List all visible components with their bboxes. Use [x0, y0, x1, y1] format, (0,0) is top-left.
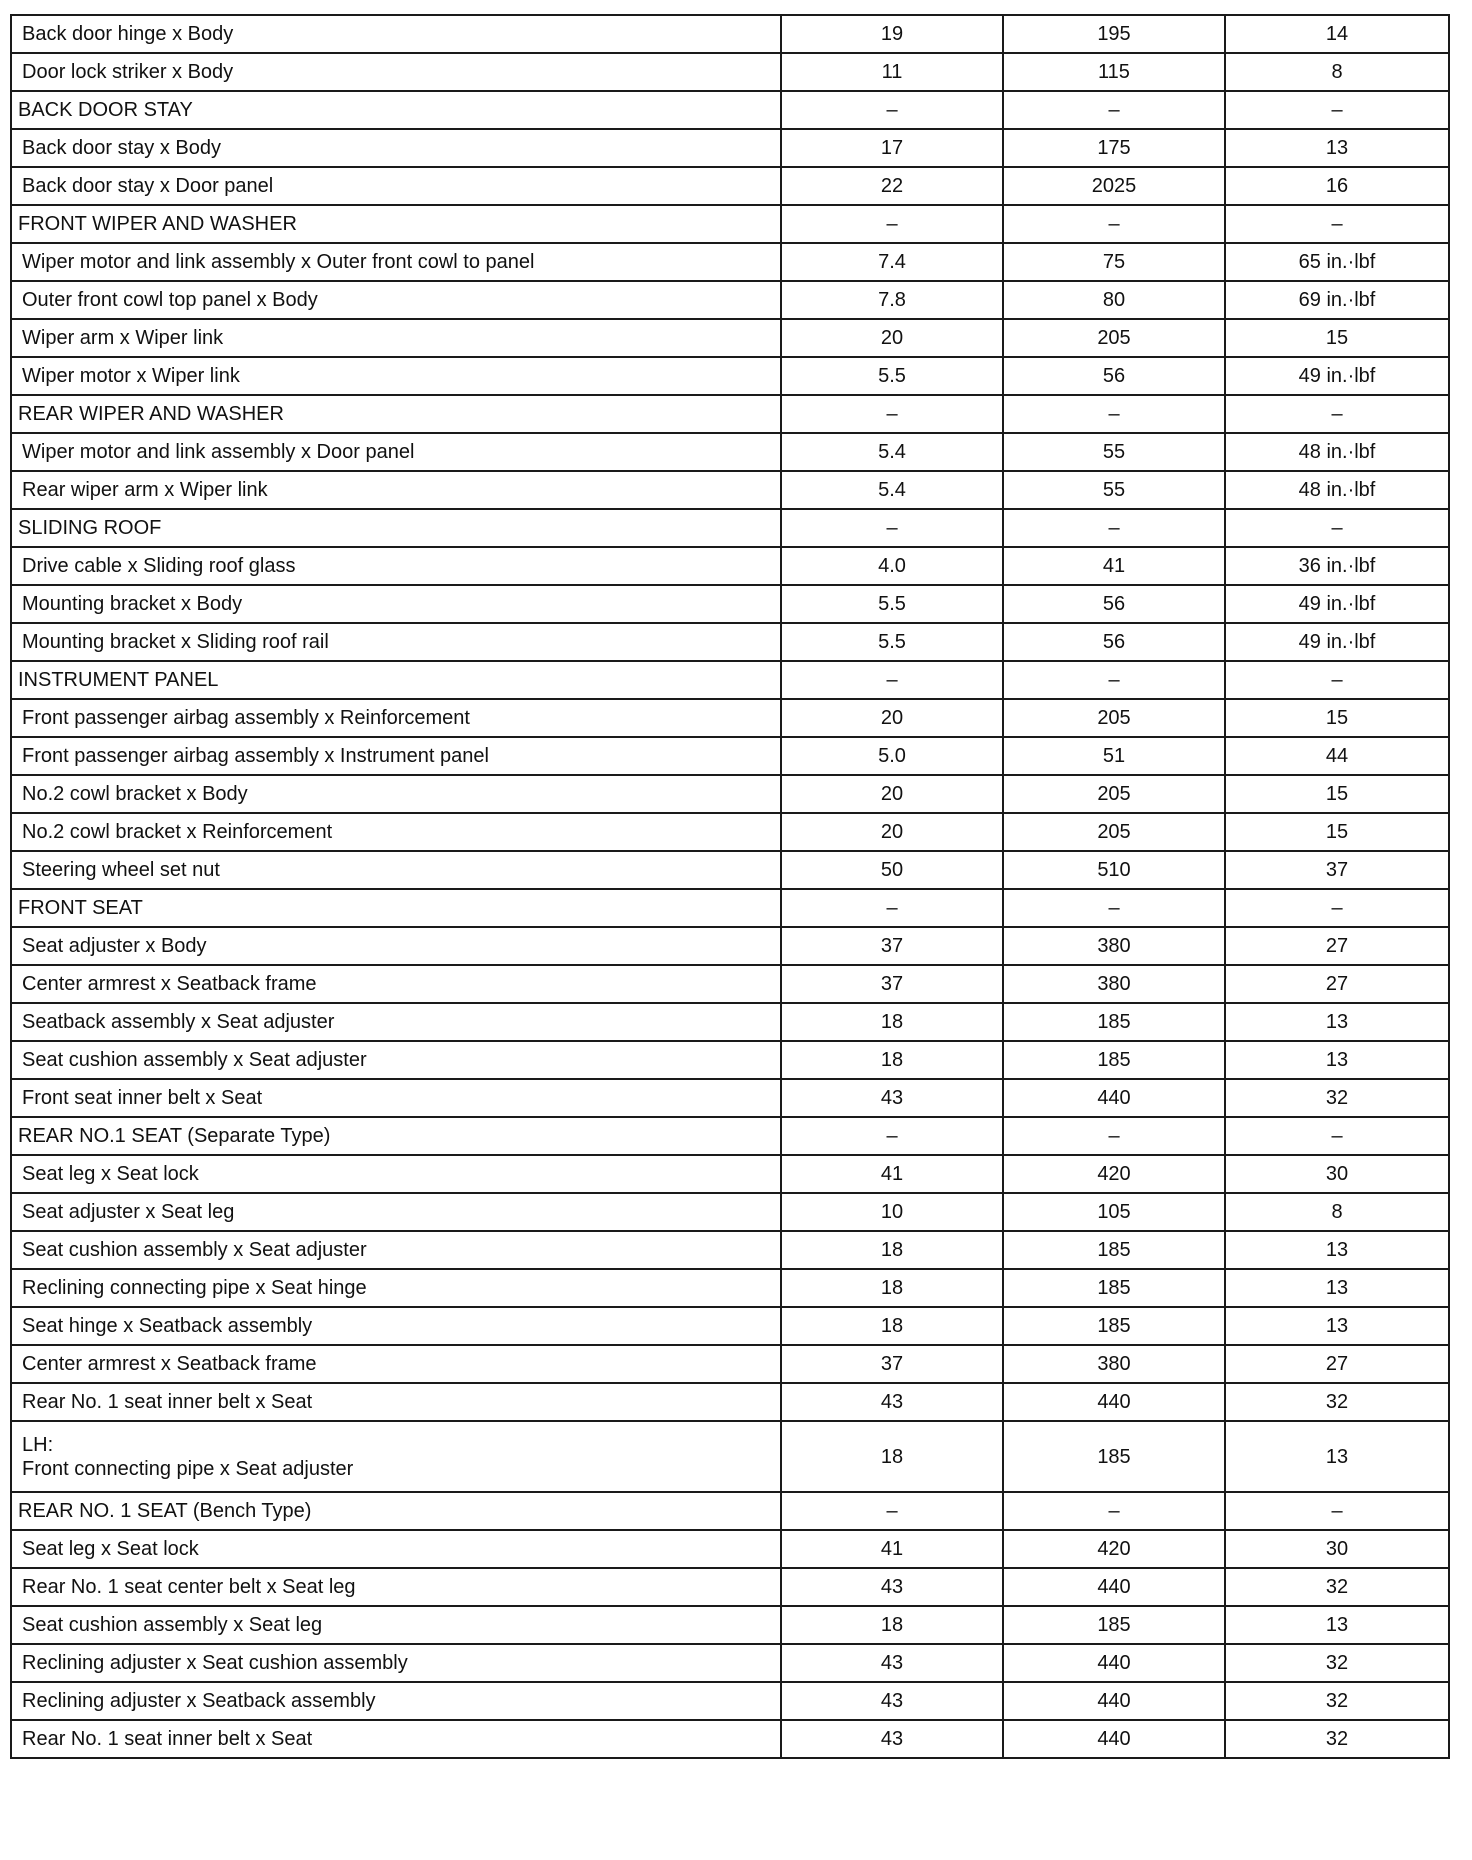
item-text: Center armrest x Seatback frame	[22, 973, 317, 995]
item-text: No.2 cowl bracket x Body	[22, 783, 248, 805]
item-cell	[11, 1041, 781, 1079]
torque-ftlbf-cell: 13	[1225, 1041, 1449, 1079]
torque-ftlbf-cell: 15	[1225, 699, 1449, 737]
item-text: Seat cushion assembly x Seat adjuster	[22, 1239, 367, 1261]
torque-ftlbf-cell: –	[1225, 509, 1449, 547]
torque-kgfcm-cell: 440	[1003, 1682, 1225, 1720]
item-text: Seat cushion assembly x Seat adjuster	[22, 1049, 367, 1071]
torque-kgfcm-cell: 380	[1003, 1345, 1225, 1383]
torque-ftlbf-cell: 32	[1225, 1079, 1449, 1117]
item-text: SLIDING ROOF	[18, 517, 162, 539]
torque-kgfcm-cell: 41	[1003, 547, 1225, 585]
torque-nm-cell: 20	[781, 319, 1003, 357]
torque-ftlbf-cell: –	[1225, 889, 1449, 927]
item-text: Mounting bracket x Body	[22, 593, 243, 615]
item-text: Reclining connecting pipe x Seat hinge	[22, 1277, 367, 1299]
item-cell	[11, 319, 781, 357]
item-text: REAR NO. 1 SEAT (Bench Type)	[18, 1500, 312, 1522]
table-row	[11, 1383, 1449, 1421]
torque-ftlbf-cell: –	[1225, 1117, 1449, 1155]
torque-kgfcm-cell: 440	[1003, 1079, 1225, 1117]
torque-nm-cell: –	[781, 661, 1003, 699]
item-text: Back door hinge x Body	[22, 23, 234, 45]
torque-specification-table	[10, 14, 1450, 1759]
table-row	[11, 1041, 1449, 1079]
item-text: Steering wheel set nut	[22, 859, 220, 881]
item-cell	[11, 775, 781, 813]
torque-ftlbf-cell: 15	[1225, 813, 1449, 851]
section-title	[11, 661, 781, 699]
torque-nm-cell: 43	[781, 1568, 1003, 1606]
torque-ftlbf-cell: 32	[1225, 1682, 1449, 1720]
torque-ftlbf-cell: 30	[1225, 1530, 1449, 1568]
section-title	[11, 1117, 781, 1155]
table-row	[11, 623, 1449, 661]
torque-ftlbf-cell: 13	[1225, 1307, 1449, 1345]
torque-kgfcm-cell: –	[1003, 91, 1225, 129]
torque-ftlbf-cell: –	[1225, 205, 1449, 243]
torque-nm-cell: 43	[781, 1383, 1003, 1421]
item-cell	[11, 471, 781, 509]
item-text: FRONT SEAT	[18, 897, 143, 919]
torque-nm-cell: 20	[781, 699, 1003, 737]
torque-nm-cell: 43	[781, 1644, 1003, 1682]
item-cell	[11, 1720, 781, 1758]
torque-kgfcm-cell: 440	[1003, 1568, 1225, 1606]
item-cell	[11, 585, 781, 623]
item-cell	[11, 1606, 781, 1644]
torque-nm-cell: 5.5	[781, 585, 1003, 623]
torque-ftlbf-cell: 65 in.·lbf	[1225, 243, 1449, 281]
table-row	[11, 167, 1449, 205]
torque-kgfcm-cell: 205	[1003, 319, 1225, 357]
torque-kgfcm-cell: 205	[1003, 813, 1225, 851]
torque-ftlbf-cell: 13	[1225, 1231, 1449, 1269]
section-title	[11, 395, 781, 433]
section-title	[11, 91, 781, 129]
table-row	[11, 281, 1449, 319]
torque-nm-cell: 4.0	[781, 547, 1003, 585]
table-row	[11, 1155, 1449, 1193]
torque-kgfcm-cell: 185	[1003, 1231, 1225, 1269]
torque-kgfcm-cell: 510	[1003, 851, 1225, 889]
torque-kgfcm-cell: 440	[1003, 1383, 1225, 1421]
torque-nm-cell: 5.0	[781, 737, 1003, 775]
item-cell	[11, 965, 781, 1003]
torque-nm-cell: 43	[781, 1682, 1003, 1720]
table-row	[11, 1421, 1449, 1492]
torque-nm-cell: 37	[781, 1345, 1003, 1383]
torque-kgfcm-cell: 105	[1003, 1193, 1225, 1231]
torque-nm-cell: 5.4	[781, 471, 1003, 509]
section-header-row	[11, 889, 1449, 927]
item-text: Wiper motor and link assembly x Outer front cowl to panel	[22, 251, 535, 273]
torque-ftlbf-cell: 13	[1225, 1606, 1449, 1644]
table-row	[11, 1003, 1449, 1041]
torque-nm-cell: 50	[781, 851, 1003, 889]
table-row	[11, 547, 1449, 585]
torque-nm-cell: 5.4	[781, 433, 1003, 471]
item-cell	[11, 851, 781, 889]
torque-nm-cell: –	[781, 91, 1003, 129]
torque-kgfcm-cell: 185	[1003, 1003, 1225, 1041]
item-text: Rear wiper arm x Wiper link	[22, 479, 268, 501]
section-header-row	[11, 1117, 1449, 1155]
torque-kgfcm-cell: –	[1003, 205, 1225, 243]
torque-nm-cell: 5.5	[781, 357, 1003, 395]
torque-ftlbf-cell: 13	[1225, 1003, 1449, 1041]
torque-ftlbf-cell: 44	[1225, 737, 1449, 775]
torque-nm-cell: 37	[781, 965, 1003, 1003]
table-row	[11, 585, 1449, 623]
table-row	[11, 1193, 1449, 1231]
torque-nm-cell: 7.4	[781, 243, 1003, 281]
torque-kgfcm-cell: 51	[1003, 737, 1225, 775]
torque-kgfcm-cell: 420	[1003, 1530, 1225, 1568]
torque-ftlbf-cell: 14	[1225, 15, 1449, 53]
torque-kgfcm-cell: 185	[1003, 1421, 1225, 1492]
item-cell	[11, 1079, 781, 1117]
item-text: No.2 cowl bracket x Reinforcement	[22, 821, 333, 843]
table-row	[11, 1231, 1449, 1269]
torque-nm-cell: 18	[781, 1231, 1003, 1269]
torque-kgfcm-cell: 380	[1003, 927, 1225, 965]
section-header-row	[11, 395, 1449, 433]
torque-nm-cell: 43	[781, 1720, 1003, 1758]
torque-nm-cell: –	[781, 395, 1003, 433]
torque-kgfcm-cell: 175	[1003, 129, 1225, 167]
torque-kgfcm-cell: 440	[1003, 1720, 1225, 1758]
section-header-row	[11, 661, 1449, 699]
torque-nm-cell: 11	[781, 53, 1003, 91]
torque-ftlbf-cell: 27	[1225, 1345, 1449, 1383]
item-cell	[11, 129, 781, 167]
item-cell	[11, 433, 781, 471]
item-cell	[11, 1155, 781, 1193]
torque-nm-cell: 19	[781, 15, 1003, 53]
item-text: Seatback assembly x Seat adjuster	[22, 1011, 335, 1033]
item-cell	[11, 1682, 781, 1720]
torque-nm-cell: –	[781, 205, 1003, 243]
item-cell	[11, 1421, 781, 1492]
table-row	[11, 1644, 1449, 1682]
item-text: Drive cable x Sliding roof glass	[22, 555, 296, 577]
torque-ftlbf-cell: 27	[1225, 965, 1449, 1003]
torque-ftlbf-cell: 49 in.·lbf	[1225, 623, 1449, 661]
section-title	[11, 509, 781, 547]
torque-nm-cell: 18	[781, 1421, 1003, 1492]
item-cell	[11, 15, 781, 53]
torque-ftlbf-cell: 27	[1225, 927, 1449, 965]
table-row	[11, 965, 1449, 1003]
torque-kgfcm-cell: 56	[1003, 623, 1225, 661]
torque-kgfcm-cell: 55	[1003, 471, 1225, 509]
torque-ftlbf-cell: 15	[1225, 775, 1449, 813]
torque-nm-cell: –	[781, 889, 1003, 927]
torque-nm-cell: 5.5	[781, 623, 1003, 661]
item-text: Seat leg x Seat lock	[22, 1163, 199, 1185]
torque-nm-cell: 10	[781, 1193, 1003, 1231]
item-cell	[11, 243, 781, 281]
item-text: Seat cushion assembly x Seat leg	[22, 1614, 323, 1636]
item-cell	[11, 281, 781, 319]
section-title	[11, 1492, 781, 1530]
item-text: Seat adjuster x Body	[22, 935, 207, 957]
torque-kgfcm-cell: 185	[1003, 1269, 1225, 1307]
table-row	[11, 1682, 1449, 1720]
torque-ftlbf-cell: 69 in.·lbf	[1225, 281, 1449, 319]
torque-nm-cell: 41	[781, 1155, 1003, 1193]
item-text: Back door stay x Body	[22, 137, 221, 159]
table-row	[11, 1079, 1449, 1117]
table-row	[11, 129, 1449, 167]
item-text: Mounting bracket x Sliding roof rail	[22, 631, 329, 653]
torque-ftlbf-cell: 36 in.·lbf	[1225, 547, 1449, 585]
item-cell	[11, 53, 781, 91]
item-cell	[11, 167, 781, 205]
torque-kgfcm-cell: 195	[1003, 15, 1225, 53]
table-row	[11, 775, 1449, 813]
item-text: Seat hinge x Seatback assembly	[22, 1315, 313, 1337]
torque-kgfcm-cell: 80	[1003, 281, 1225, 319]
item-text: REAR NO.1 SEAT (Separate Type)	[18, 1125, 331, 1147]
table-row	[11, 53, 1449, 91]
torque-ftlbf-cell: 8	[1225, 1193, 1449, 1231]
torque-ftlbf-cell: 13	[1225, 1269, 1449, 1307]
table-row	[11, 1606, 1449, 1644]
torque-nm-cell: 18	[781, 1307, 1003, 1345]
table-row	[11, 357, 1449, 395]
torque-nm-cell: –	[781, 509, 1003, 547]
item-text: Outer front cowl top panel x Body	[22, 289, 318, 311]
item-text: Seat adjuster x Seat leg	[22, 1201, 235, 1223]
item-text: FRONT WIPER AND WASHER	[18, 213, 297, 235]
item-text: Wiper arm x Wiper link	[22, 327, 224, 349]
torque-nm-cell: –	[781, 1492, 1003, 1530]
item-cell	[11, 1269, 781, 1307]
table-row	[11, 1530, 1449, 1568]
table-row	[11, 1307, 1449, 1345]
item-text: BACK DOOR STAY	[18, 99, 193, 121]
item-cell	[11, 1193, 781, 1231]
item-text: Reclining adjuster x Seatback assembly	[22, 1690, 376, 1712]
torque-nm-cell: 18	[781, 1269, 1003, 1307]
torque-ftlbf-cell: 30	[1225, 1155, 1449, 1193]
item-text: Reclining adjuster x Seat cushion assembly	[22, 1652, 408, 1674]
section-header-row	[11, 205, 1449, 243]
item-text: LH:	[22, 1433, 54, 1456]
item-text: Seat leg x Seat lock	[22, 1538, 199, 1560]
item-cell	[11, 699, 781, 737]
item-text: Center armrest x Seatback frame	[22, 1353, 317, 1375]
torque-ftlbf-cell: 32	[1225, 1568, 1449, 1606]
torque-kgfcm-cell: 205	[1003, 699, 1225, 737]
torque-ftlbf-cell: 49 in.·lbf	[1225, 357, 1449, 395]
torque-kgfcm-cell: –	[1003, 1492, 1225, 1530]
item-text: Rear No. 1 seat inner belt x Seat	[22, 1728, 313, 1750]
torque-ftlbf-cell: 48 in.·lbf	[1225, 433, 1449, 471]
torque-kgfcm-cell: 380	[1003, 965, 1225, 1003]
torque-nm-cell: 20	[781, 775, 1003, 813]
torque-kgfcm-cell: 440	[1003, 1644, 1225, 1682]
table-row	[11, 813, 1449, 851]
torque-nm-cell: 37	[781, 927, 1003, 965]
torque-nm-cell: 20	[781, 813, 1003, 851]
torque-ftlbf-cell: 48 in.·lbf	[1225, 471, 1449, 509]
item-cell	[11, 1568, 781, 1606]
item-cell	[11, 813, 781, 851]
item-cell	[11, 357, 781, 395]
item-cell	[11, 737, 781, 775]
item-text: INSTRUMENT PANEL	[18, 669, 219, 691]
torque-ftlbf-cell: 16	[1225, 167, 1449, 205]
torque-nm-cell: 22	[781, 167, 1003, 205]
torque-kgfcm-cell: 2025	[1003, 167, 1225, 205]
torque-nm-cell: 41	[781, 1530, 1003, 1568]
torque-kgfcm-cell: –	[1003, 1117, 1225, 1155]
section-header-row	[11, 509, 1449, 547]
torque-kgfcm-cell: 420	[1003, 1155, 1225, 1193]
torque-nm-cell: 17	[781, 129, 1003, 167]
table-row	[11, 737, 1449, 775]
torque-kgfcm-cell: –	[1003, 889, 1225, 927]
torque-kgfcm-cell: –	[1003, 661, 1225, 699]
table-row	[11, 319, 1449, 357]
section-header-row	[11, 1492, 1449, 1530]
table-row	[11, 1345, 1449, 1383]
torque-kgfcm-cell: 205	[1003, 775, 1225, 813]
item-cell	[11, 1345, 781, 1383]
torque-ftlbf-cell: –	[1225, 395, 1449, 433]
torque-ftlbf-cell: 8	[1225, 53, 1449, 91]
torque-nm-cell: –	[781, 1117, 1003, 1155]
item-cell	[11, 1003, 781, 1041]
torque-kgfcm-cell: –	[1003, 395, 1225, 433]
torque-kgfcm-cell: 56	[1003, 357, 1225, 395]
item-text-line2: Front connecting pipe x Seat adjuster	[22, 1457, 354, 1480]
torque-kgfcm-cell: 56	[1003, 585, 1225, 623]
table-row	[11, 15, 1449, 53]
item-text: REAR WIPER AND WASHER	[18, 403, 284, 425]
item-text: Wiper motor x Wiper link	[22, 365, 240, 387]
table-row	[11, 471, 1449, 509]
item-cell	[11, 623, 781, 661]
item-text: Front passenger airbag assembly x Reinforcement	[22, 707, 470, 729]
item-cell	[11, 547, 781, 585]
table-row	[11, 1568, 1449, 1606]
item-cell	[11, 1644, 781, 1682]
torque-nm-cell: 18	[781, 1041, 1003, 1079]
item-cell	[11, 927, 781, 965]
item-text: Front passenger airbag assembly x Instrument panel	[22, 745, 489, 767]
torque-nm-cell: 7.8	[781, 281, 1003, 319]
table-row	[11, 1269, 1449, 1307]
section-header-row	[11, 91, 1449, 129]
item-cell	[11, 1307, 781, 1345]
item-cell	[11, 1530, 781, 1568]
section-title	[11, 889, 781, 927]
torque-ftlbf-cell: 13	[1225, 129, 1449, 167]
item-cell	[11, 1383, 781, 1421]
table-row	[11, 699, 1449, 737]
item-text: Door lock striker x Body	[22, 61, 234, 83]
item-text: Rear No. 1 seat inner belt x Seat	[22, 1391, 313, 1413]
torque-kgfcm-cell: 185	[1003, 1041, 1225, 1079]
torque-ftlbf-cell: 32	[1225, 1383, 1449, 1421]
torque-ftlbf-cell: –	[1225, 91, 1449, 129]
item-text: Wiper motor and link assembly x Door panel	[22, 441, 415, 463]
torque-ftlbf-cell: 32	[1225, 1720, 1449, 1758]
section-title	[11, 205, 781, 243]
torque-ftlbf-cell: 15	[1225, 319, 1449, 357]
torque-kgfcm-cell: 55	[1003, 433, 1225, 471]
torque-nm-cell: 18	[781, 1003, 1003, 1041]
table-row	[11, 851, 1449, 889]
item-text: Front seat inner belt x Seat	[22, 1087, 263, 1109]
table-body	[11, 15, 1449, 1758]
item-cell	[11, 1231, 781, 1269]
torque-nm-cell: 18	[781, 1606, 1003, 1644]
torque-kgfcm-cell: –	[1003, 509, 1225, 547]
torque-ftlbf-cell: –	[1225, 1492, 1449, 1530]
table-row	[11, 433, 1449, 471]
table-row	[11, 1720, 1449, 1758]
torque-ftlbf-cell: 49 in.·lbf	[1225, 585, 1449, 623]
torque-nm-cell: 43	[781, 1079, 1003, 1117]
table-row	[11, 927, 1449, 965]
torque-kgfcm-cell: 185	[1003, 1606, 1225, 1644]
torque-kgfcm-cell: 115	[1003, 53, 1225, 91]
torque-kgfcm-cell: 185	[1003, 1307, 1225, 1345]
torque-ftlbf-cell: 37	[1225, 851, 1449, 889]
torque-ftlbf-cell: –	[1225, 661, 1449, 699]
table-row	[11, 243, 1449, 281]
torque-ftlbf-cell: 13	[1225, 1421, 1449, 1492]
item-text: Back door stay x Door panel	[22, 175, 274, 197]
item-text: Rear No. 1 seat center belt x Seat leg	[22, 1576, 356, 1598]
torque-ftlbf-cell: 32	[1225, 1644, 1449, 1682]
torque-kgfcm-cell: 75	[1003, 243, 1225, 281]
